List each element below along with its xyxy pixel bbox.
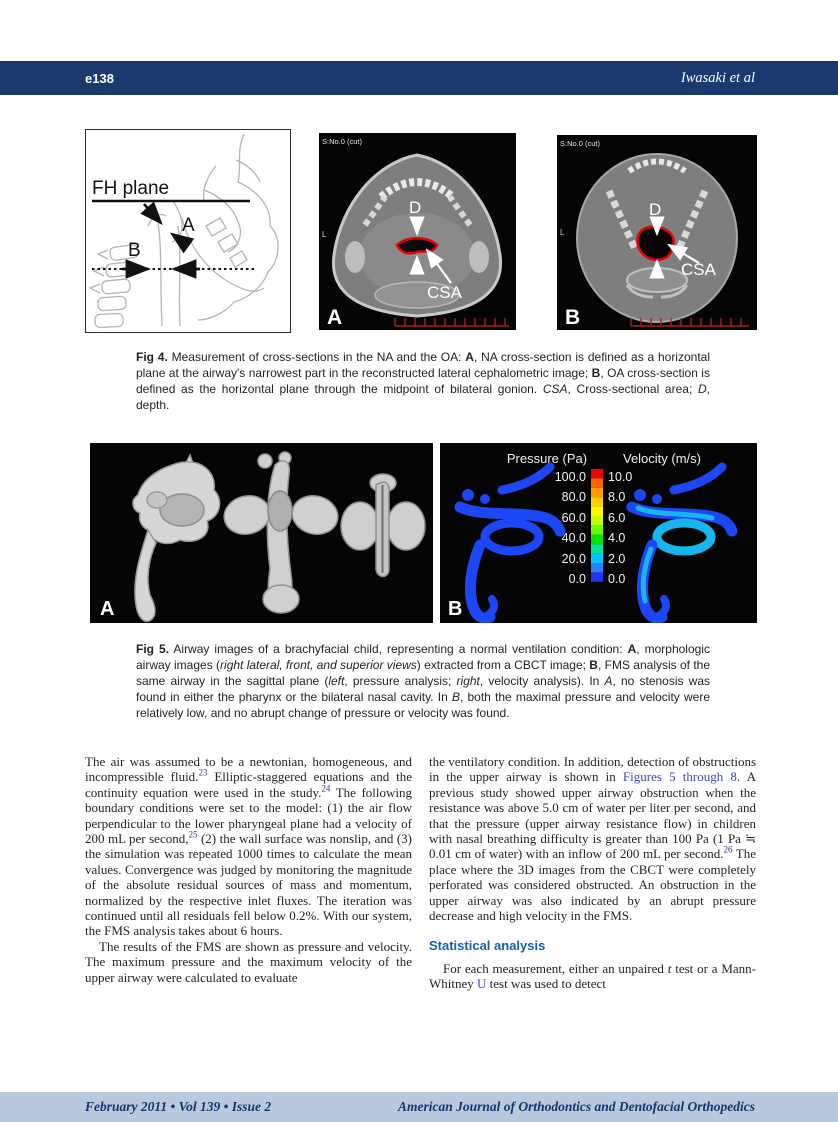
left-side-marker: L	[322, 230, 327, 239]
figure4-caption	[136, 349, 710, 413]
paragraph	[429, 754, 756, 923]
svg-text:0.0: 0.0	[568, 572, 586, 586]
text-run: , pressure analysis;	[344, 674, 457, 688]
journal-name: American Journal of Orthodontics and Dentofacial Orthopedics	[397, 1099, 755, 1114]
fig4-cephalometric-tracing	[85, 129, 291, 333]
text-run: , both the maximal pressure and velocity were relatively low, and no abrupt change of pressure or velocity was found.	[136, 690, 710, 720]
svg-text:60.0: 60.0	[561, 511, 586, 525]
cross-reference-link[interactable]: Figures 5 through 8	[622, 769, 737, 785]
fh-plane-label: FH plane	[92, 178, 170, 199]
text-run: B	[451, 690, 460, 704]
fig5-fms-analysis	[440, 443, 757, 623]
left-side-marker: L	[560, 228, 565, 237]
figure5-caption	[136, 641, 710, 721]
svg-text:40.0: 40.0	[561, 531, 586, 545]
text-run: B	[589, 658, 598, 672]
scan-info-text: S:No.0 (cut)	[560, 139, 601, 148]
fig4-ct-oa-cross-section	[557, 135, 757, 330]
text-run: , FMS analysis of the same airway in the sagittal plane (	[136, 658, 711, 688]
reference-superscript[interactable]: 26	[723, 845, 733, 856]
text-run: Elliptic-staggered equations and the continuity equation were used in the study.	[85, 769, 412, 800]
fh-plane-annotation	[92, 178, 250, 201]
svg-text:10.0: 10.0	[608, 470, 633, 484]
body-text	[85, 754, 757, 992]
text-run: CSA	[542, 382, 568, 396]
text-run: left	[328, 674, 345, 688]
svg-text:6.0: 6.0	[608, 511, 626, 525]
running-authors: Iwasaki et al	[680, 69, 755, 86]
text-run: the ventilatory condition. In addition, detection of obstructions in the upper airway is shown in	[429, 754, 756, 785]
svg-text:8.0: 8.0	[608, 490, 626, 504]
scan-info-text: S:No.0 (cut)	[322, 137, 363, 146]
reference-superscript[interactable]: 23	[198, 768, 208, 779]
paragraph	[429, 961, 756, 992]
text-run: , depth.	[136, 382, 710, 412]
panel-letter-a: A	[100, 598, 115, 620]
depth-label: D	[649, 200, 662, 219]
oa-annotation	[92, 240, 254, 269]
journal-footer	[0, 1092, 838, 1122]
page-number: e138	[85, 70, 114, 86]
text-run: right	[456, 674, 480, 688]
text-run: B	[591, 366, 601, 380]
svg-text:4.0: 4.0	[608, 531, 626, 545]
reference-superscript[interactable]: 24	[321, 783, 331, 794]
label-b: B	[128, 240, 141, 261]
na-annotation	[144, 204, 195, 244]
text-run: Fig 5.	[136, 642, 170, 656]
depth-label: D	[409, 198, 422, 217]
cross-reference-link[interactable]: U	[477, 976, 487, 992]
csa-label: CSA	[427, 283, 462, 302]
svg-text:2.0: 2.0	[608, 552, 626, 566]
text-run: , OA cross-section is defined as the horizontal plane through the midpoint of bilateral gonion.	[136, 366, 710, 396]
figure4-panels	[85, 129, 757, 333]
right-column	[429, 754, 756, 992]
text-run: ) extracted from a CBCT image;	[416, 658, 590, 672]
text-run: A	[465, 350, 474, 364]
text-run: The results of the FMS are shown as pressure and velocity. The maximum pressure and the maximum velocity of the upper airway were calculated to evaluate	[85, 938, 412, 985]
fig4-ct-na-cross-section	[319, 133, 516, 330]
issue-info: February 2011 • Vol 139 • Issue 2	[85, 1099, 272, 1114]
statistical-analysis-heading: Statistical analysis	[429, 938, 546, 954]
text-run: , NA cross-section is defined as a horizontal plane at the airway's narrowest part in the reconstructed lateral cephalometric image;	[136, 350, 710, 380]
text-run: For each measurement, either an unpaired	[443, 960, 668, 976]
text-run: The place where the 3D images from the CBCT were completely perforated was considered obstructed. An obstruction in the upper airway was also indicated by an abrupt pressure decrease and high velocity in the FMS.	[429, 846, 756, 924]
panel-letter-b: B	[448, 598, 463, 620]
text-run: right lateral, front, and superior views	[220, 658, 417, 672]
left-column	[85, 754, 412, 992]
svg-text:100.0: 100.0	[554, 470, 586, 484]
figure5-panels	[90, 443, 757, 623]
rainbow-colorbar	[591, 469, 603, 582]
label-a: A	[182, 215, 195, 236]
reference-superscript[interactable]: 25	[188, 829, 198, 840]
svg-text:0.0: 0.0	[608, 572, 626, 586]
pressure-scale-title: Pressure (Pa)	[506, 451, 588, 466]
oa-csa-outline	[637, 227, 673, 260]
text-run: (2) the wall surface was nonslip, and (3) the simulation was repeated 1000 times to calculate the mean values. Convergence was judged by monitoring the magnitude of the absolute residual sources of mass and momentum, normalized by the respective inlet fluxes. The iteration was continued until all residuals fell below 0.2%. With our system, the FMS analysis takes about 6 hours.	[85, 831, 412, 939]
running-header	[0, 61, 838, 95]
na-csa-outline	[397, 238, 437, 253]
text-run: Measurement of cross-sections in the NA and the OA:	[167, 350, 466, 364]
text-run: test or a Mann-Whitney	[429, 960, 756, 992]
text-run: , no stenosis was found in either the pharynx or the bilateral nasal cavity. In	[136, 674, 711, 704]
svg-text:20.0: 20.0	[561, 552, 586, 566]
paragraph	[85, 754, 412, 939]
text-run: . A previous study showed upper airway obstruction when the resistance was above 5.0 cm of water per liter per second, and that the pressure (upper airway resistance flow) in children with nasal breathing difficulty is greater than 100 Pa (1 Pa ≒ 0.01 cm of water) with an inflow of 200 mL per second.	[429, 769, 756, 862]
csa-label: CSA	[681, 260, 716, 279]
paragraph	[85, 939, 412, 985]
text-run: t	[667, 960, 672, 976]
text-run: The air was assumed to be a newtonian, homogeneous, and incompressible fluid.	[85, 754, 412, 785]
text-run: , velocity analysis). In	[479, 674, 605, 688]
text-run: , morphologic airway images (	[136, 642, 710, 672]
text-run: D	[697, 382, 707, 396]
svg-text:80.0: 80.0	[561, 490, 586, 504]
text-run: The following boundary conditions were set to the model: (1) the air flow perpendicular to the lower pharyngeal plane had a velocity of 200 mL per second,	[85, 784, 413, 847]
text-run: Fig 4.	[136, 350, 168, 364]
text-run: Airway images of a brachyfacial child, representing a normal ventilation condition:	[169, 642, 628, 656]
text-run: test was used to detect	[486, 976, 606, 992]
text-run: A	[627, 642, 637, 656]
text-run: A	[604, 674, 613, 688]
text-run: , Cross-sectional area;	[567, 382, 698, 396]
panel-letter-a: A	[327, 306, 343, 329]
velocity-scale-title: Velocity (m/s)	[622, 451, 702, 466]
panel-letter-b: B	[565, 306, 581, 329]
fig5-morphologic-airway-views	[90, 443, 433, 623]
